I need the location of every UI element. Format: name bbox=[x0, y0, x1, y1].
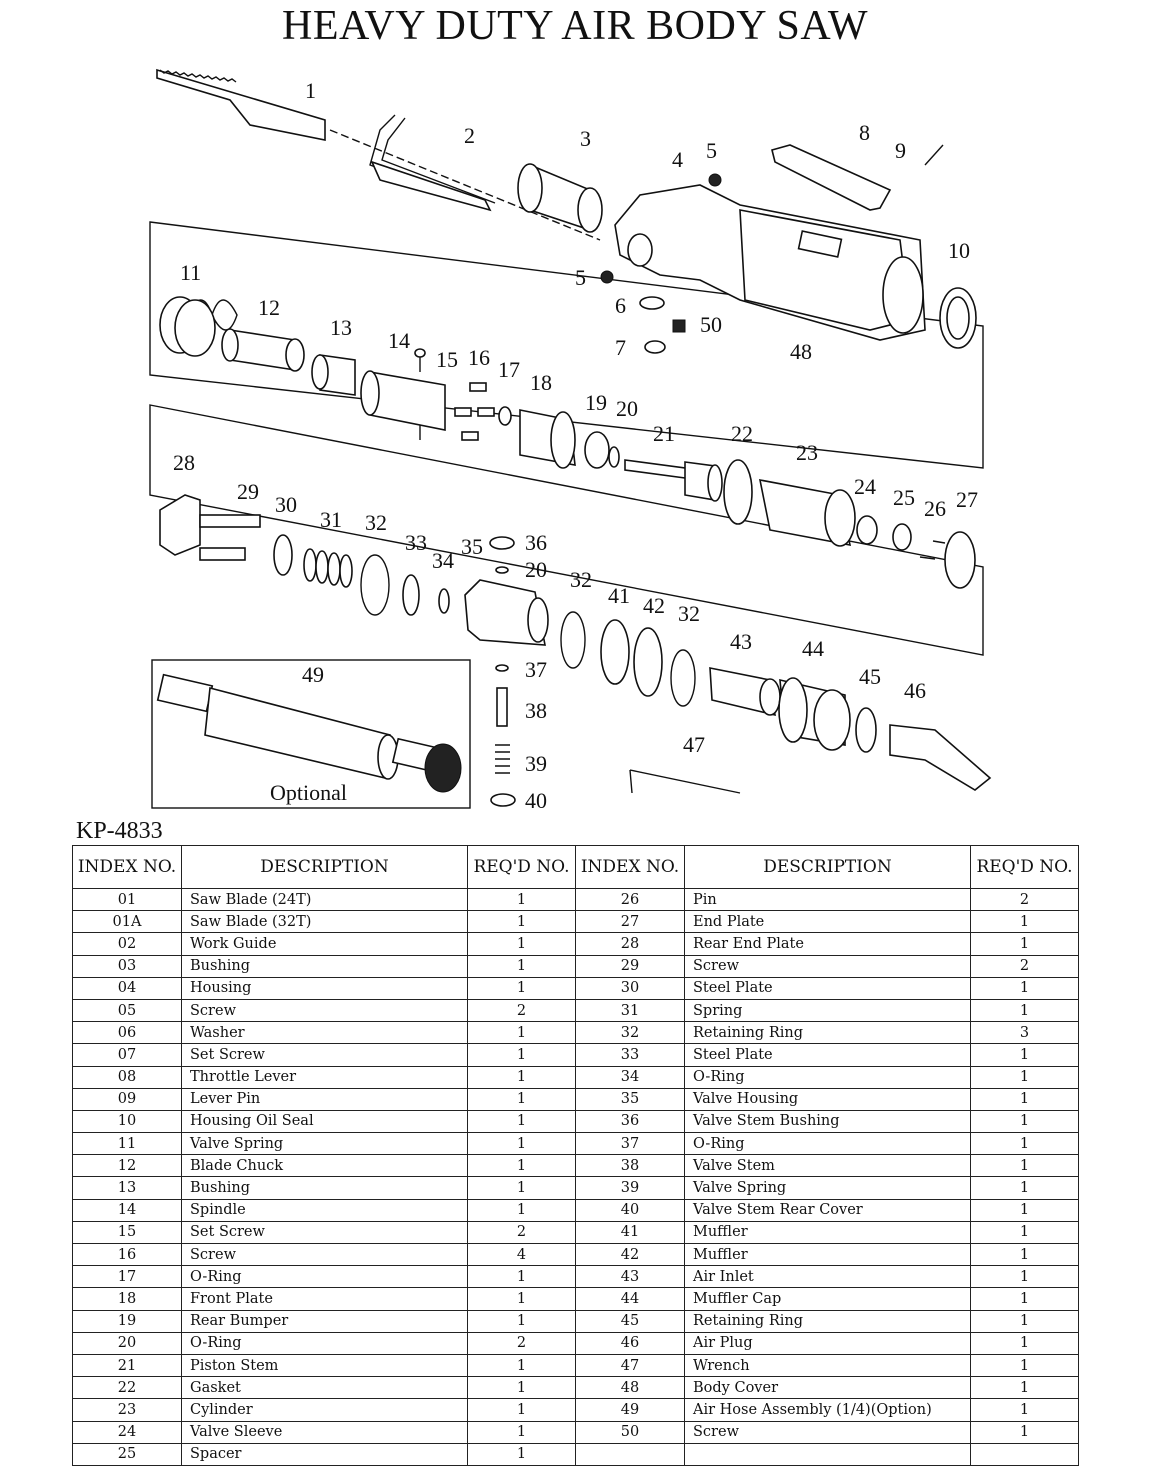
description-cell: Valve Stem bbox=[685, 1155, 971, 1177]
qty-cell: 1 bbox=[971, 933, 1079, 955]
qty-cell: 1 bbox=[468, 1066, 576, 1088]
qty-cell: 1 bbox=[468, 977, 576, 999]
index-cell: 47 bbox=[576, 1354, 685, 1376]
model-number: KP-4833 bbox=[76, 818, 163, 844]
index-cell: 45 bbox=[576, 1310, 685, 1332]
callout: 16 bbox=[468, 345, 490, 370]
qty-cell: 1 bbox=[971, 1155, 1079, 1177]
callout: 25 bbox=[893, 485, 915, 510]
description-cell: Saw Blade (24T) bbox=[182, 889, 468, 911]
qty-cell: 1 bbox=[468, 911, 576, 933]
callout: 21 bbox=[653, 421, 675, 446]
index-cell: 15 bbox=[73, 1221, 182, 1243]
qty-cell: 1 bbox=[971, 1110, 1079, 1132]
table-row bbox=[73, 1133, 1079, 1155]
qty-cell: 1 bbox=[971, 999, 1079, 1021]
qty-cell: 2 bbox=[468, 999, 576, 1021]
description-cell: Valve Stem Bushing bbox=[685, 1110, 971, 1132]
description-cell: Screw bbox=[685, 955, 971, 977]
qty-cell: 1 bbox=[971, 1088, 1079, 1110]
callout: 40 bbox=[525, 788, 547, 813]
qty-cell: 2 bbox=[468, 1332, 576, 1354]
description-cell: Cylinder bbox=[182, 1399, 468, 1421]
table-row bbox=[73, 1199, 1079, 1221]
saw-blade-part bbox=[157, 70, 600, 240]
description-cell: Lever Pin bbox=[182, 1088, 468, 1110]
qty-cell: 1 bbox=[971, 1177, 1079, 1199]
table-row bbox=[73, 1155, 1079, 1177]
table-row bbox=[73, 1443, 1079, 1465]
index-header: INDEX NO. bbox=[576, 846, 685, 889]
index-cell: 21 bbox=[73, 1354, 182, 1376]
qty-cell: 1 bbox=[971, 1288, 1079, 1310]
index-cell: 35 bbox=[576, 1088, 685, 1110]
index-cell: 41 bbox=[576, 1221, 685, 1243]
description-cell: Steel Plate bbox=[685, 977, 971, 999]
table-row bbox=[73, 1110, 1079, 1132]
callout: 46 bbox=[904, 678, 926, 703]
callout: 42 bbox=[643, 593, 665, 618]
callout: 2 bbox=[464, 123, 475, 148]
callout: 12 bbox=[258, 295, 280, 320]
callout: 14 bbox=[388, 328, 410, 353]
callout: 33 bbox=[405, 530, 427, 555]
description-cell: Wrench bbox=[685, 1354, 971, 1376]
callout: 7 bbox=[615, 335, 626, 360]
qty-cell: 1 bbox=[971, 1199, 1079, 1221]
qty-cell: 1 bbox=[468, 1266, 576, 1288]
index-cell: 01 bbox=[73, 889, 182, 911]
qty-cell: 1 bbox=[971, 911, 1079, 933]
description-cell: Muffler bbox=[685, 1221, 971, 1243]
bushing-part bbox=[518, 164, 602, 232]
description-cell: Gasket bbox=[182, 1377, 468, 1399]
callout: 22 bbox=[731, 421, 753, 446]
table-row bbox=[73, 1399, 1079, 1421]
callout: 29 bbox=[237, 479, 259, 504]
description-cell: Pin bbox=[685, 889, 971, 911]
table-row bbox=[73, 889, 1079, 911]
callout: 50 bbox=[700, 312, 722, 337]
callout: 38 bbox=[525, 698, 547, 723]
description-cell: Throttle Lever bbox=[182, 1066, 468, 1088]
table-row bbox=[73, 1177, 1079, 1199]
optional-label: Optional bbox=[270, 780, 347, 805]
index-cell: 09 bbox=[73, 1088, 182, 1110]
description-cell: Housing bbox=[182, 977, 468, 999]
index-cell: 05 bbox=[73, 999, 182, 1021]
description-cell bbox=[685, 1443, 971, 1465]
qty-cell: 1 bbox=[468, 1022, 576, 1044]
description-cell: Piston Stem bbox=[182, 1354, 468, 1376]
callout: 49 bbox=[302, 662, 324, 687]
callout: 20 bbox=[616, 396, 638, 421]
callout: 34 bbox=[432, 548, 454, 573]
index-cell: 48 bbox=[576, 1377, 685, 1399]
description-cell: Steel Plate bbox=[685, 1044, 971, 1066]
index-cell: 13 bbox=[73, 1177, 182, 1199]
throttle-lever-part bbox=[772, 145, 943, 210]
description-cell: Spring bbox=[685, 999, 971, 1021]
description-cell: Screw bbox=[182, 1244, 468, 1266]
callout: 37 bbox=[525, 657, 547, 682]
table-row bbox=[73, 1088, 1079, 1110]
description-cell: Air Plug bbox=[685, 1332, 971, 1354]
index-cell: 46 bbox=[576, 1332, 685, 1354]
description-cell: Body Cover bbox=[685, 1377, 971, 1399]
table-row bbox=[73, 1022, 1079, 1044]
callout: 32 bbox=[570, 567, 592, 592]
index-cell: 02 bbox=[73, 933, 182, 955]
callout: 19 bbox=[585, 390, 607, 415]
callout: 43 bbox=[730, 629, 752, 654]
qty-cell: 1 bbox=[468, 1044, 576, 1066]
table-row bbox=[73, 1266, 1079, 1288]
description-cell: Retaining Ring bbox=[685, 1022, 971, 1044]
qty-cell: 1 bbox=[468, 1377, 576, 1399]
description-cell: Air Hose Assembly (1/4)(Option) bbox=[685, 1399, 971, 1421]
index-cell: 38 bbox=[576, 1155, 685, 1177]
description-cell: Blade Chuck bbox=[182, 1155, 468, 1177]
qty-cell: 1 bbox=[468, 1288, 576, 1310]
qty-cell: 1 bbox=[971, 1310, 1079, 1332]
description-cell: Retaining Ring bbox=[685, 1310, 971, 1332]
qty-cell: 1 bbox=[971, 1332, 1079, 1354]
index-cell: 23 bbox=[73, 1399, 182, 1421]
index-cell: 03 bbox=[73, 955, 182, 977]
table-row bbox=[73, 1288, 1079, 1310]
callout: 24 bbox=[854, 474, 876, 499]
description-cell: O-Ring bbox=[685, 1066, 971, 1088]
table-header-row bbox=[73, 846, 1079, 889]
table-row bbox=[73, 911, 1079, 933]
qty-cell: 1 bbox=[971, 1244, 1079, 1266]
callout: 44 bbox=[802, 636, 824, 661]
qty-cell: 1 bbox=[468, 1155, 576, 1177]
qty-cell: 1 bbox=[971, 1266, 1079, 1288]
callout: 30 bbox=[275, 492, 297, 517]
index-cell: 11 bbox=[73, 1133, 182, 1155]
qty-cell: 1 bbox=[468, 1421, 576, 1443]
callout: 9 bbox=[895, 138, 906, 163]
index-cell: 19 bbox=[73, 1310, 182, 1332]
callout: 10 bbox=[948, 238, 970, 263]
callout: 27 bbox=[956, 487, 978, 512]
description-cell: Valve Spring bbox=[685, 1177, 971, 1199]
exploded-parts-diagram bbox=[0, 55, 1150, 815]
callout: 4 bbox=[672, 147, 683, 172]
index-cell: 18 bbox=[73, 1288, 182, 1310]
qty-cell: 1 bbox=[468, 1310, 576, 1332]
table-row bbox=[73, 933, 1079, 955]
index-cell: 04 bbox=[73, 977, 182, 999]
table-row bbox=[73, 1332, 1079, 1354]
callout: 32 bbox=[365, 510, 387, 535]
index-cell: 31 bbox=[576, 999, 685, 1021]
air-hose-assembly-part bbox=[158, 675, 461, 792]
description-cell: Spacer bbox=[182, 1443, 468, 1465]
table-row bbox=[73, 999, 1079, 1021]
qty-cell: 2 bbox=[971, 955, 1079, 977]
callout: 17 bbox=[498, 357, 520, 382]
description-cell: Air Inlet bbox=[685, 1266, 971, 1288]
description-cell: Muffler bbox=[685, 1244, 971, 1266]
qty-cell: 1 bbox=[971, 1399, 1079, 1421]
index-cell: 24 bbox=[73, 1421, 182, 1443]
index-cell: 22 bbox=[73, 1377, 182, 1399]
index-cell: 10 bbox=[73, 1110, 182, 1132]
index-cell: 49 bbox=[576, 1399, 685, 1421]
qty-cell: 4 bbox=[468, 1244, 576, 1266]
table-row bbox=[73, 1310, 1079, 1332]
callout: 18 bbox=[530, 370, 552, 395]
description-cell: Valve Stem Rear Cover bbox=[685, 1199, 971, 1221]
index-cell: 33 bbox=[576, 1044, 685, 1066]
index-cell: 06 bbox=[73, 1022, 182, 1044]
index-cell: 34 bbox=[576, 1066, 685, 1088]
index-cell: 26 bbox=[576, 889, 685, 911]
callout: 5 bbox=[575, 265, 586, 290]
index-cell: 17 bbox=[73, 1266, 182, 1288]
description-cell: Rear End Plate bbox=[685, 933, 971, 955]
index-cell: 01A bbox=[73, 911, 182, 933]
callout: 11 bbox=[180, 260, 202, 285]
callout: 28 bbox=[173, 450, 195, 475]
index-cell: 37 bbox=[576, 1133, 685, 1155]
description-cell: End Plate bbox=[685, 911, 971, 933]
index-cell: 39 bbox=[576, 1177, 685, 1199]
callout: 26 bbox=[924, 496, 946, 521]
qty-cell: 1 bbox=[468, 889, 576, 911]
index-cell: 44 bbox=[576, 1288, 685, 1310]
qty-cell: 1 bbox=[971, 1421, 1079, 1443]
qty-cell: 1 bbox=[468, 1133, 576, 1155]
description-cell: Screw bbox=[685, 1421, 971, 1443]
table-row bbox=[73, 977, 1079, 999]
table-row bbox=[73, 1221, 1079, 1243]
description-cell: Spindle bbox=[182, 1199, 468, 1221]
table-row bbox=[73, 1421, 1079, 1443]
table-row bbox=[73, 1044, 1079, 1066]
qty-cell: 1 bbox=[468, 1088, 576, 1110]
qty-cell: 1 bbox=[468, 1110, 576, 1132]
description-cell: O-Ring bbox=[182, 1266, 468, 1288]
qty-cell: 1 bbox=[971, 1354, 1079, 1376]
qty-cell: 1 bbox=[468, 955, 576, 977]
table-row bbox=[73, 1354, 1079, 1376]
description-cell: Muffler Cap bbox=[685, 1288, 971, 1310]
work-guide-part bbox=[370, 115, 495, 210]
callout: 41 bbox=[608, 583, 630, 608]
description-cell: Bushing bbox=[182, 955, 468, 977]
description-cell: Front Plate bbox=[182, 1288, 468, 1310]
index-cell: 07 bbox=[73, 1044, 182, 1066]
callout: 3 bbox=[580, 126, 591, 151]
callout: 1 bbox=[305, 78, 316, 103]
qty-cell bbox=[971, 1443, 1079, 1465]
description-cell: O-Ring bbox=[685, 1133, 971, 1155]
description-cell: Bushing bbox=[182, 1177, 468, 1199]
index-cell: 25 bbox=[73, 1443, 182, 1465]
callout: 15 bbox=[436, 347, 458, 372]
index-cell: 32 bbox=[576, 1022, 685, 1044]
index-cell: 40 bbox=[576, 1199, 685, 1221]
callout: 45 bbox=[859, 664, 881, 689]
callout: 39 bbox=[525, 751, 547, 776]
index-cell: 42 bbox=[576, 1244, 685, 1266]
description-cell: Screw bbox=[182, 999, 468, 1021]
index-cell: 08 bbox=[73, 1066, 182, 1088]
index-cell: 29 bbox=[576, 955, 685, 977]
description-cell: Valve Sleeve bbox=[182, 1421, 468, 1443]
description-header: DESCRIPTION bbox=[182, 846, 468, 889]
qty-cell: 2 bbox=[468, 1221, 576, 1243]
callout: 20 bbox=[525, 557, 547, 582]
callout: 8 bbox=[859, 120, 870, 145]
qty-cell: 1 bbox=[971, 1133, 1079, 1155]
callout: 48 bbox=[790, 339, 812, 364]
qty-cell: 1 bbox=[971, 1377, 1079, 1399]
qty-cell: 1 bbox=[468, 1199, 576, 1221]
index-cell: 16 bbox=[73, 1244, 182, 1266]
description-cell: Rear Bumper bbox=[182, 1310, 468, 1332]
index-header: INDEX NO. bbox=[73, 846, 182, 889]
description-cell: Work Guide bbox=[182, 933, 468, 955]
index-cell: 27 bbox=[576, 911, 685, 933]
qty-cell: 1 bbox=[468, 1443, 576, 1465]
qty-cell: 2 bbox=[971, 889, 1079, 911]
description-cell: Washer bbox=[182, 1022, 468, 1044]
callout: 6 bbox=[615, 293, 626, 318]
description-cell: Set Screw bbox=[182, 1044, 468, 1066]
table-row bbox=[73, 1066, 1079, 1088]
description-cell: Set Screw bbox=[182, 1221, 468, 1243]
qty-cell: 1 bbox=[468, 1354, 576, 1376]
callout: 31 bbox=[320, 507, 342, 532]
index-cell bbox=[576, 1443, 685, 1465]
callout: 13 bbox=[330, 315, 352, 340]
table-row bbox=[73, 1377, 1079, 1399]
description-cell: Housing Oil Seal bbox=[182, 1110, 468, 1132]
callout: 36 bbox=[525, 530, 547, 555]
index-cell: 36 bbox=[576, 1110, 685, 1132]
qty-cell: 1 bbox=[971, 977, 1079, 999]
reqd-header: REQ'D NO. bbox=[971, 846, 1079, 889]
index-cell: 43 bbox=[576, 1266, 685, 1288]
table-row bbox=[73, 955, 1079, 977]
index-cell: 50 bbox=[576, 1421, 685, 1443]
index-cell: 14 bbox=[73, 1199, 182, 1221]
qty-cell: 1 bbox=[971, 1066, 1079, 1088]
index-cell: 12 bbox=[73, 1155, 182, 1177]
description-cell: Valve Spring bbox=[182, 1133, 468, 1155]
index-cell: 20 bbox=[73, 1332, 182, 1354]
callout: 32 bbox=[678, 601, 700, 626]
qty-cell: 1 bbox=[468, 933, 576, 955]
qty-cell: 1 bbox=[468, 1399, 576, 1421]
callout: 23 bbox=[796, 440, 818, 465]
qty-cell: 1 bbox=[468, 1177, 576, 1199]
parts-list-table bbox=[72, 845, 1079, 1466]
table-row bbox=[73, 1244, 1079, 1266]
callout: 35 bbox=[461, 534, 483, 559]
reqd-header: REQ'D NO. bbox=[468, 846, 576, 889]
callout: 5 bbox=[706, 138, 717, 163]
index-cell: 30 bbox=[576, 977, 685, 999]
qty-cell: 1 bbox=[971, 1221, 1079, 1243]
qty-cell: 1 bbox=[971, 1044, 1079, 1066]
description-cell: Valve Housing bbox=[685, 1088, 971, 1110]
description-header: DESCRIPTION bbox=[685, 846, 971, 889]
callout: 47 bbox=[683, 732, 705, 757]
qty-cell: 3 bbox=[971, 1022, 1079, 1044]
page-title: HEAVY DUTY AIR BODY SAW bbox=[281, 3, 869, 49]
description-cell: O-Ring bbox=[182, 1332, 468, 1354]
index-cell: 28 bbox=[576, 933, 685, 955]
description-cell: Saw Blade (32T) bbox=[182, 911, 468, 933]
